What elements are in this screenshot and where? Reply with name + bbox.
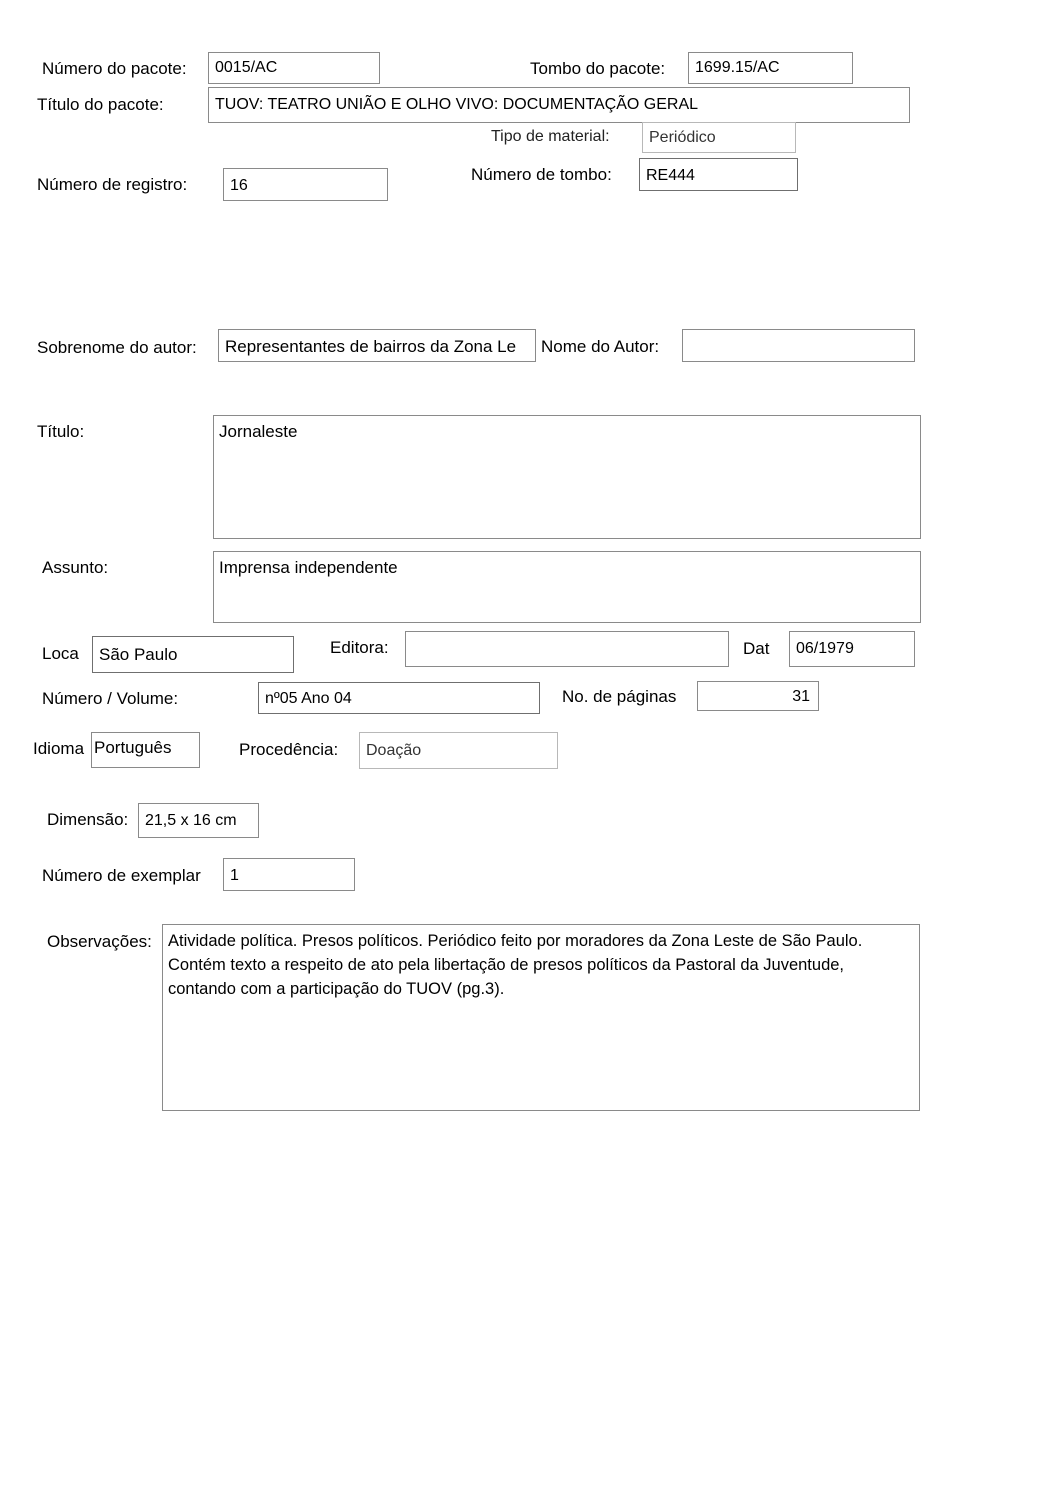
data-field[interactable]: 06/1979 xyxy=(789,631,915,667)
numero-registro-label: Número de registro: xyxy=(37,175,188,194)
exemplar-label: Número de exemplar xyxy=(42,866,201,885)
procedencia-field[interactable]: Doação xyxy=(359,732,558,769)
exemplar-field[interactable]: 1 xyxy=(223,858,355,891)
tombo-pacote-field[interactable]: 1699.15/AC xyxy=(688,52,853,84)
assunto-label: Assunto: xyxy=(42,558,109,577)
observacoes-label: Observações: xyxy=(47,932,152,951)
titulo-pacote-label: Título do pacote: xyxy=(37,95,164,114)
titulo-pacote-field[interactable]: TUOV: TEATRO UNIÃO E OLHO VIVO: DOCUMENTAÇÃO GERAL xyxy=(208,87,910,123)
numero-registro-field[interactable]: 16 xyxy=(223,168,388,201)
numero-tombo-label: Número de tombo: xyxy=(471,165,612,184)
volume-label: Número / Volume: xyxy=(42,689,179,708)
idioma-label: Idioma xyxy=(33,739,85,758)
observacoes-field[interactable]: Atividade política. Presos políticos. Periódico feito por moradores da Zona Leste de São Paulo. Contém texto a respeito de ato pela libertação de presos políticos da Pastoral da Juventude, contando com a participação do TUOV (pg.3). xyxy=(162,924,920,1111)
numero-pacote-label: Número do pacote: xyxy=(42,59,187,78)
numero-tombo-field[interactable]: RE444 xyxy=(639,158,798,191)
volume-field[interactable]: nº05 Ano 04 xyxy=(258,682,540,714)
assunto-field[interactable]: Imprensa independente xyxy=(213,551,921,623)
titulo-label: Título: xyxy=(37,422,85,441)
numero-pacote-field[interactable]: 0015/AC xyxy=(208,52,380,84)
idioma-field[interactable]: Português xyxy=(91,732,200,768)
nome-autor-field[interactable] xyxy=(682,329,915,362)
titulo-field[interactable]: Jornaleste xyxy=(213,415,921,539)
paginas-label: No. de páginas xyxy=(562,687,677,706)
editora-field[interactable] xyxy=(405,631,729,667)
paginas-field[interactable]: 31 xyxy=(697,681,819,711)
tipo-material-field[interactable]: Periódico xyxy=(642,122,796,153)
procedencia-label: Procedência: xyxy=(239,740,339,759)
dimensao-field[interactable]: 21,5 x 16 cm xyxy=(138,803,259,838)
nome-autor-label: Nome do Autor: xyxy=(541,337,660,356)
data-label: Dat xyxy=(743,639,770,658)
dimensao-label: Dimensão: xyxy=(47,810,129,829)
editora-label: Editora: xyxy=(330,638,389,657)
sobrenome-autor-label: Sobrenome do autor: xyxy=(37,338,197,357)
local-field[interactable]: São Paulo xyxy=(92,636,294,673)
sobrenome-autor-field[interactable]: Representantes de bairros da Zona Le xyxy=(218,329,536,362)
local-label: Loca xyxy=(42,644,79,663)
tombo-pacote-label: Tombo do pacote: xyxy=(530,59,666,78)
tipo-material-label: Tipo de material: xyxy=(491,128,610,145)
